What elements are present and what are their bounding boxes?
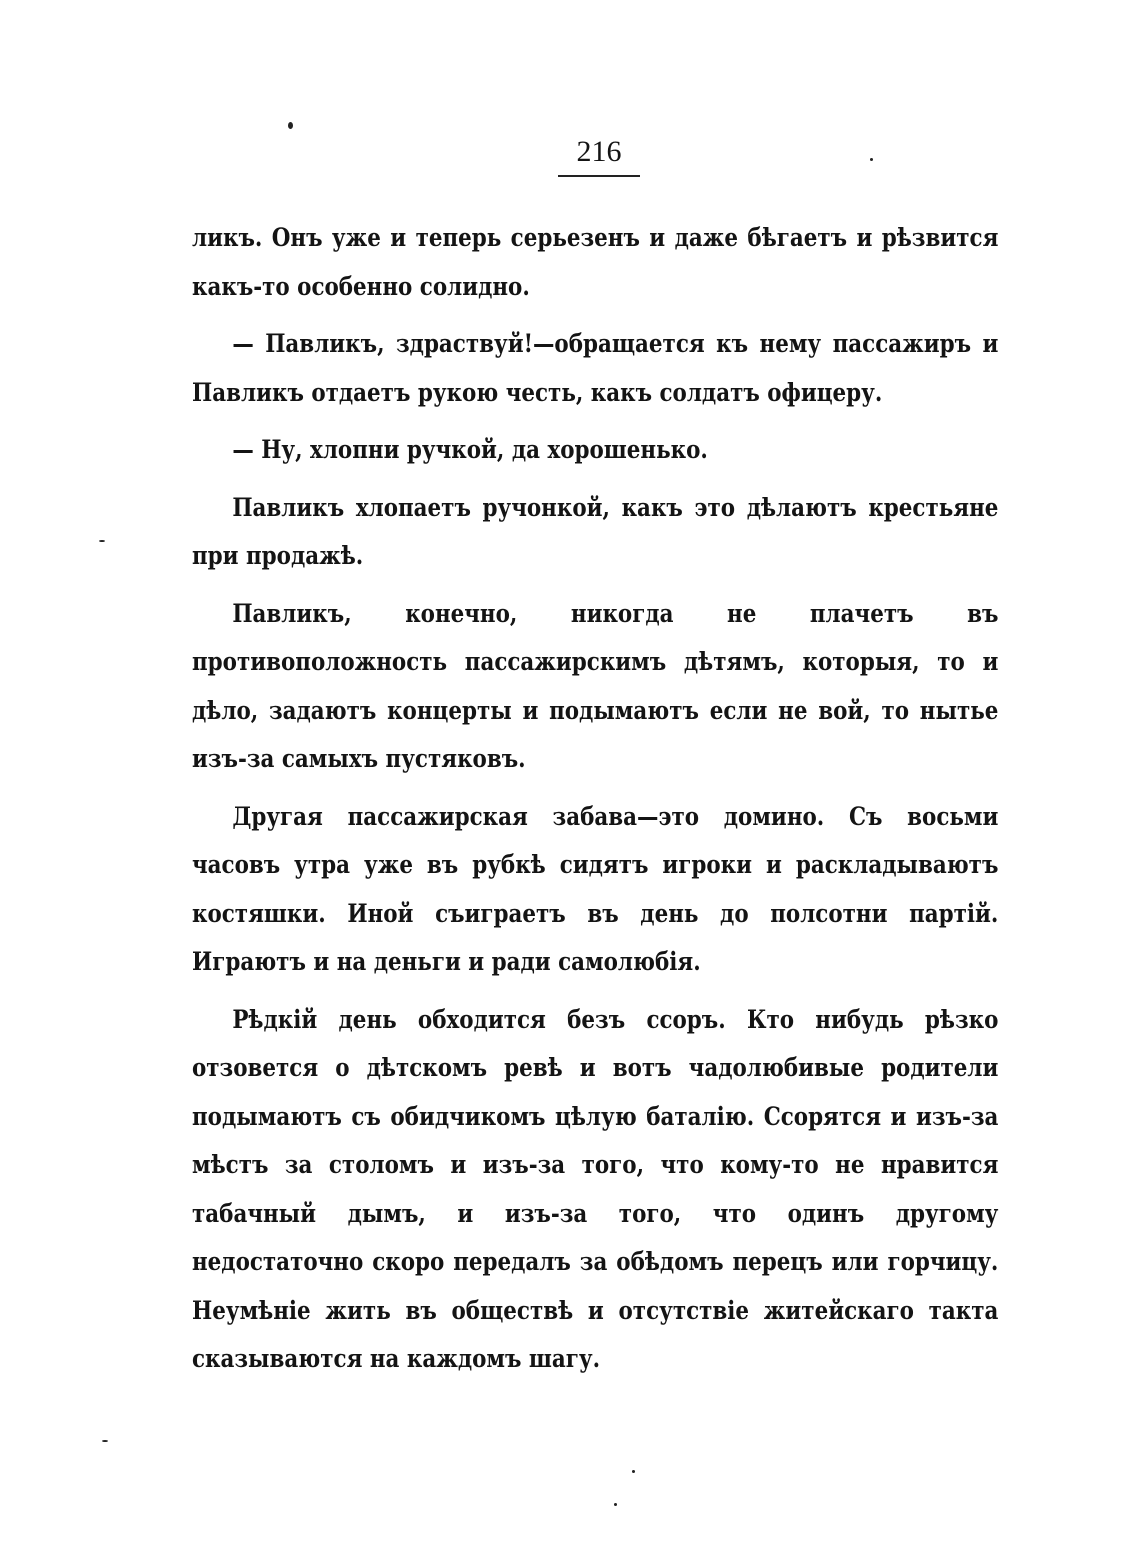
scan-speck [870,158,873,161]
scan-speck [102,1440,108,1442]
page-number-rule [558,175,640,177]
paragraph-1: ликъ. Онъ уже и теперь серьезенъ и даже бѣгаетъ и рѣзвится какъ-то особенно солидно. [192,223,999,302]
paragraph-7: Рѣдкій день обходится безъ ссоръ. Кто нибудь рѣзко отзовется о дѣтскомъ ревѣ и вотъ чадолюбивые родители подымаютъ съ обидчикомъ цѣлую баталію. Ссорятся и изъ-за мѣстъ за столомъ и изъ-за того, что кому-то не нравится табачный дымъ, и изъ-за того, что одинъ другому недостаточно скоро передалъ за обѣдомъ перецъ или горчицу. Неумѣніе жить въ обществѣ и отсутствіе житейскаго такта сказываются на каждомъ шагу. [192,1004,999,1374]
paragraph-6: Другая пассажирская забава—это домино. Съ восьми часовъ утра уже въ рубкѣ сидятъ игроки и раскладываютъ костяшки. Иной съиграетъ въ день до полсотни партій. Играютъ и на деньги и ради самолюбія. [192,801,999,977]
text-block [192,214,998,1393]
paragraph-2: — Павликъ, здраствуй!—обращается къ нему пассажиръ и Павликъ отдаетъ рукою честь, какъ солдатъ офицеру. [192,329,999,408]
scan-speck [632,1470,635,1473]
paragraph-5: Павликъ, конечно, никогда не плачетъ въ противоположность пассажирскимъ дѣтямъ, которыя, то и дѣло, задаютъ концерты и подымаютъ если не вой, то нытье изъ-за самыхъ пустяковъ. [192,598,999,774]
scan-speck [614,1503,617,1506]
scan-speck [288,122,293,129]
paragraph-3: — Ну, хлопни ручкой, да хорошенько. [232,435,708,465]
scan-speck [99,540,105,542]
page-number: 216 [576,135,622,168]
paragraph-4: Павликъ хлопаетъ ручонкой, какъ это дѣлаютъ крестьяне при продажѣ. [192,492,999,571]
